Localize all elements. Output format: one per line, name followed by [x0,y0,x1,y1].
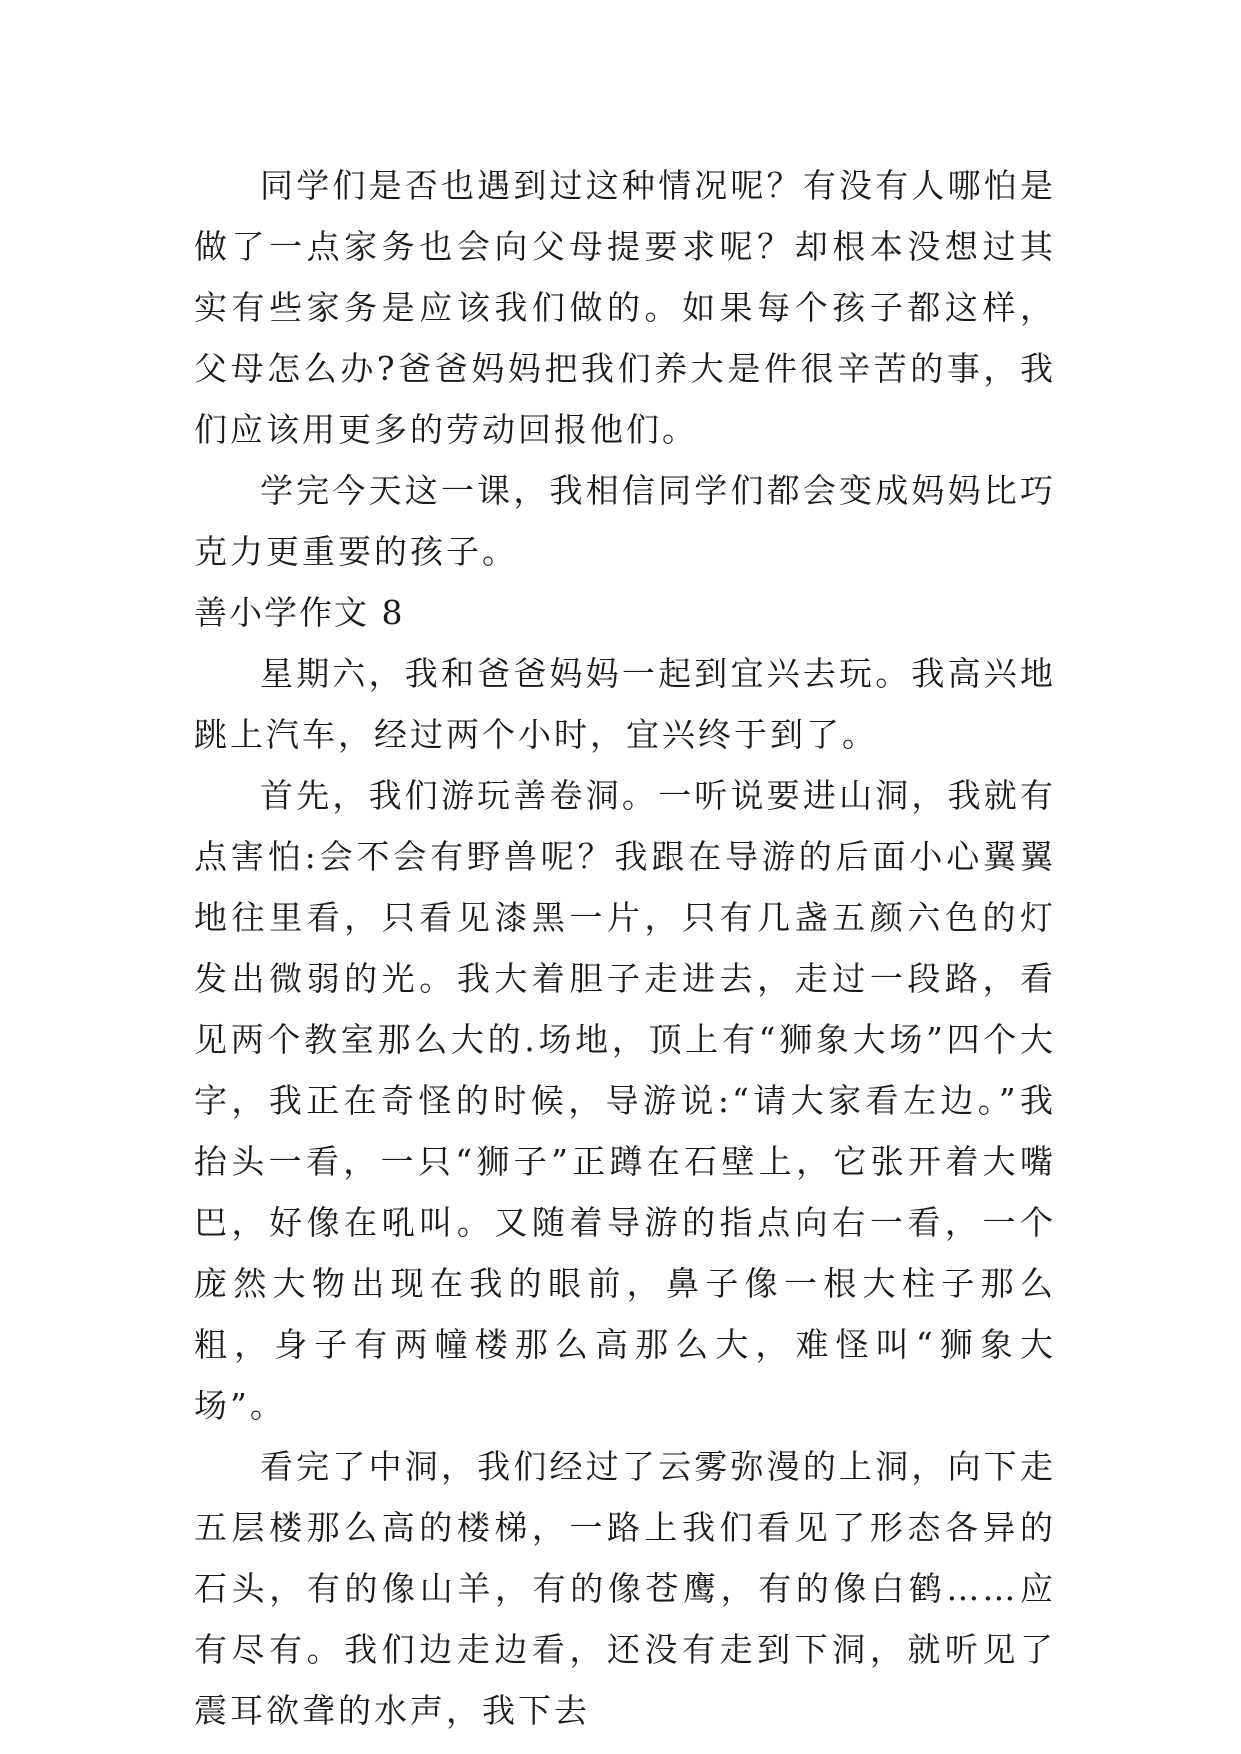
paragraph-trip-start: 星期六，我和爸爸妈妈一起到宜兴去玩。我高兴地跳上汽车，经过两个小时，宜兴终于到了。 [194,654,1056,754]
paragraph-lesson-conclusion: 学完今天这一课，我相信同学们都会变成妈妈比巧克力更重要的孩子。 [194,471,1056,571]
paragraph-upper-cave: 看完了中洞，我们经过了云雾弥漫的上洞，向下走五层楼那么高的楼梯，一路上我们看见了形态各异的石头，有的像山羊，有的像苍鹰，有的像白鹤……应有尽有。我们边走边看，还没有走到下洞，就听见了震耳欲聋的水声，我下去 [194,1447,1056,1730]
paragraph-shanjuan-cave: 首先，我们游玩善卷洞。一听说要进山洞，我就有点害怕:会不会有野兽呢？我跟在导游的后面小心翼翼地往里看，只看见漆黑一片，只有几盏五颜六色的灯发出微弱的光。我大着胆子走进去，走过一段路，看见两个教室那么大的.场地，顶上有“狮象大场”四个大字，我正在奇怪的时候，导游说:“请大家看左边。”我抬头一看，一只“狮子”正蹲在石壁上，它张开着大嘴巴，好像在吼叫。又随着导游的指点向右一看，一个庞然大物出现在我的眼前，鼻子像一根大柱子那么粗，身子有两幢楼那么高那么大，难怪叫“狮象大场”。 [194,776,1056,1425]
paragraph-household-chores: 同学们是否也遇到过这种情况呢？有没有人哪怕是做了一点家务也会向父母提要求呢？却根本没想过其实有些家务是应该我们做的。如果每个孩子都这样，父母怎么办?爸爸妈妈把我们养大是件很辛苦的事，我们应该用更多的劳动回报他们。 [194,166,1056,449]
section-title: 善小学作文 8 [194,593,405,632]
document-body [194,155,1056,1741]
